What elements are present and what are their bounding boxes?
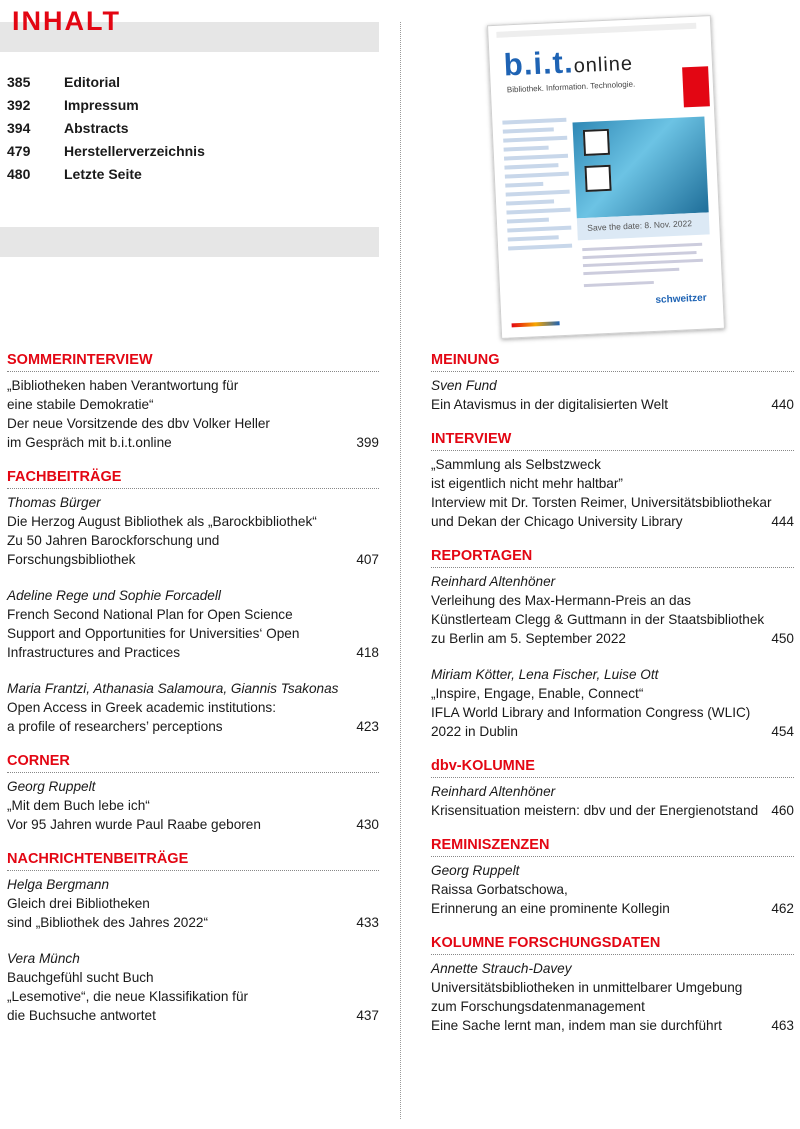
cover-subtitle: Bibliothek. Information. Technologie. xyxy=(506,79,636,95)
section-heading: CORNER xyxy=(7,753,379,773)
special-page-number: 394 xyxy=(7,120,31,136)
entry-page-number: 454 xyxy=(771,724,794,739)
section-heading: MEINUNG xyxy=(431,352,794,372)
entry-author: Vera Münch xyxy=(7,951,80,966)
entry-author: Maria Frantzi, Athanasia Salamoura, Giannis Tsakonas xyxy=(7,681,339,696)
entry-page-number: 440 xyxy=(771,397,794,412)
toc-entry xyxy=(7,586,379,662)
entry-title-line: „Lesemotive“, die neue Klassifikation für xyxy=(7,989,249,1004)
entry-page-number: 462 xyxy=(771,901,794,916)
cover-red-badge xyxy=(682,66,710,107)
left-column xyxy=(7,352,379,1042)
entry-title-line: Krisensituation meistern: dbv und der Energienotstand xyxy=(431,803,759,818)
toc-section xyxy=(431,352,794,414)
entry-page-number: 423 xyxy=(356,719,379,734)
section-heading: INTERVIEW xyxy=(431,431,794,451)
entry-title-line: zum Forschungsdatenmanagement xyxy=(431,999,645,1014)
entry-title-line: „Bibliotheken haben Verantwortung für xyxy=(7,378,239,393)
entry-page-number: 460 xyxy=(771,803,794,818)
toc-entry xyxy=(431,455,794,531)
right-column xyxy=(431,352,794,1052)
special-page-label: Impressum xyxy=(64,97,139,113)
entry-title-line: „Inspire, Engage, Enable, Connect“ xyxy=(431,686,644,701)
entry-title-line: Infrastructures and Practices xyxy=(7,645,181,660)
entry-title-line: Verleihung des Max-Hermann-Preis an das xyxy=(431,593,691,608)
toc-entry xyxy=(7,949,379,1025)
section-heading: NACHRICHTENBEITRÄGE xyxy=(7,851,379,871)
special-page-label: Herstellerverzeichnis xyxy=(64,143,205,159)
page-title: INHALT xyxy=(12,6,121,36)
entry-title-line: im Gespräch mit b.i.t.online xyxy=(7,435,172,450)
entry-title-line: Ein Atavismus in der digitalisierten Welt xyxy=(431,397,668,412)
entry-title-line: a profile of researchers’ perceptions xyxy=(7,719,223,734)
entry-title-line: Support and Opportunities for Universities‘ Open xyxy=(7,626,300,641)
qr-code-icon xyxy=(584,165,611,192)
entry-author: Helga Bergmann xyxy=(7,877,110,892)
entry-title-line: Gleich drei Bibliotheken xyxy=(7,896,150,911)
toc-section xyxy=(431,431,794,531)
section-heading: dbv-KOLUMNE xyxy=(431,758,794,778)
special-page-label: Abstracts xyxy=(64,120,129,136)
cover-logo-suffix: online xyxy=(573,52,634,78)
entry-page-number: 450 xyxy=(771,631,794,646)
entry-author: Georg Ruppelt xyxy=(7,779,96,794)
entry-page-number: 430 xyxy=(356,817,379,832)
entry-title-line: ist eigentlich nicht mehr haltbar” xyxy=(431,476,623,491)
qr-code-icon xyxy=(583,129,610,156)
toc-section xyxy=(431,548,794,741)
toc-entry xyxy=(7,875,379,932)
special-page-label: Editorial xyxy=(64,74,121,90)
entry-author: Georg Ruppelt xyxy=(431,863,520,878)
entry-title-line: Forschungsbibliothek xyxy=(7,552,136,567)
entry-title-line: Open Access in Greek academic institutions: xyxy=(7,700,276,715)
special-page-row xyxy=(7,143,205,166)
entry-page-number: 418 xyxy=(356,645,379,660)
toc-entry xyxy=(431,572,794,648)
entry-author: Adeline Rege und Sophie Forcadell xyxy=(7,588,221,603)
toc-entry xyxy=(7,493,379,569)
toc-section xyxy=(7,469,379,736)
entry-title-line: Raissa Gorbatschowa, xyxy=(431,882,568,897)
section-heading: SOMMERINTERVIEW xyxy=(7,352,379,372)
toc-section xyxy=(431,935,794,1035)
entry-title-line: French Second National Plan for Open Science xyxy=(7,607,293,622)
entry-title-line: sind „Bibliothek des Jahres 2022“ xyxy=(7,915,208,930)
special-page-number: 479 xyxy=(7,143,31,159)
toc-section xyxy=(431,758,794,820)
entry-author: Thomas Bürger xyxy=(7,495,101,510)
special-page-row xyxy=(7,120,205,143)
special-page-number: 385 xyxy=(7,74,31,90)
entry-title-line: Erinnerung an eine prominente Kollegin xyxy=(431,901,670,916)
cover-footer-strip xyxy=(512,321,560,327)
toc-entry xyxy=(431,861,794,918)
cover-logo xyxy=(503,42,634,84)
entry-title-line: Die Herzog August Bibliothek als „Barockbibliothek“ xyxy=(7,514,317,529)
entry-page-number: 437 xyxy=(356,1008,379,1023)
toc-section xyxy=(7,352,379,452)
toc-section xyxy=(7,851,379,1025)
gray-divider-bar xyxy=(0,227,379,257)
entry-title-line: eine stabile Demokratie“ xyxy=(7,397,154,412)
toc-entry xyxy=(7,679,379,736)
toc-entry xyxy=(431,959,794,1035)
special-page-row xyxy=(7,74,205,97)
column-divider xyxy=(400,22,401,1119)
entry-title-line: zu Berlin am 5. September 2022 xyxy=(431,631,626,646)
entry-page-number: 399 xyxy=(356,435,379,450)
entry-page-number: 463 xyxy=(771,1018,794,1033)
entry-page-number: 433 xyxy=(356,915,379,930)
entry-page-number: 444 xyxy=(771,514,794,529)
section-heading: KOLUMNE FORSCHUNGSDATEN xyxy=(431,935,794,955)
toc-section xyxy=(431,837,794,918)
cover-save-the-date: Save the date: 8. Nov. 2022 xyxy=(577,212,710,240)
cover-logo-text: b.i.t. xyxy=(503,44,575,83)
entry-title-line: „Mit dem Buch lebe ich“ xyxy=(7,798,150,813)
entry-title-line: Universitätsbibliotheken in unmittelbarer Umgebung xyxy=(431,980,743,995)
entry-title-line: Zu 50 Jahren Barockforschung und xyxy=(7,533,220,548)
special-page-number: 480 xyxy=(7,166,31,182)
toc-entry xyxy=(431,376,794,414)
entry-author: Annette Strauch-Davey xyxy=(431,961,572,976)
special-pages-list xyxy=(7,74,205,189)
section-heading: REMINISZENZEN xyxy=(431,837,794,857)
cover-publisher-logo: schweitzer xyxy=(655,292,707,306)
toc-entry xyxy=(7,777,379,834)
cover-sidebar xyxy=(502,113,574,296)
magazine-cover-image xyxy=(487,15,725,339)
special-page-number: 392 xyxy=(7,97,31,113)
entry-title-line: Künstlerteam Clegg & Guttmann in der Staatsbibliothek xyxy=(431,612,765,627)
entry-page-number: 407 xyxy=(356,552,379,567)
entry-title-line: die Buchsuche antwortet xyxy=(7,1008,156,1023)
entry-title-line: „Sammlung als Selbstzweck xyxy=(431,457,601,472)
cover-photo xyxy=(572,116,708,218)
section-heading: FACHBEITRÄGE xyxy=(7,469,379,489)
cover-header-strip xyxy=(496,23,696,38)
section-heading: REPORTAGEN xyxy=(431,548,794,568)
entry-title-line: IFLA World Library and Information Congress (WLIC) xyxy=(431,705,751,720)
toc-section xyxy=(7,753,379,834)
entry-author: Reinhard Altenhöner xyxy=(431,574,556,589)
entry-title-line: Interview mit Dr. Torsten Reimer, Universitätsbibliothekar xyxy=(431,495,772,510)
entry-title-line: und Dekan der Chicago University Library xyxy=(431,514,683,529)
special-page-label: Letzte Seite xyxy=(64,166,142,182)
special-page-row xyxy=(7,97,205,120)
entry-title-line: Eine Sache lernt man, indem man sie durchführt xyxy=(431,1018,722,1033)
entry-title-line: Vor 95 Jahren wurde Paul Raabe geboren xyxy=(7,817,261,832)
entry-author: Sven Fund xyxy=(431,378,497,393)
entry-title-line: Bauchgefühl sucht Buch xyxy=(7,970,154,985)
entry-author: Miriam Kötter, Lena Fischer, Luise Ott xyxy=(431,667,659,682)
entry-author: Reinhard Altenhöner xyxy=(431,784,556,799)
entry-title-line: 2022 in Dublin xyxy=(431,724,518,739)
toc-entry xyxy=(7,376,379,452)
special-page-row xyxy=(7,166,205,189)
toc-entry xyxy=(431,665,794,741)
entry-title-line: Der neue Vorsitzende des dbv Volker Heller xyxy=(7,416,270,431)
toc-entry xyxy=(431,782,794,820)
